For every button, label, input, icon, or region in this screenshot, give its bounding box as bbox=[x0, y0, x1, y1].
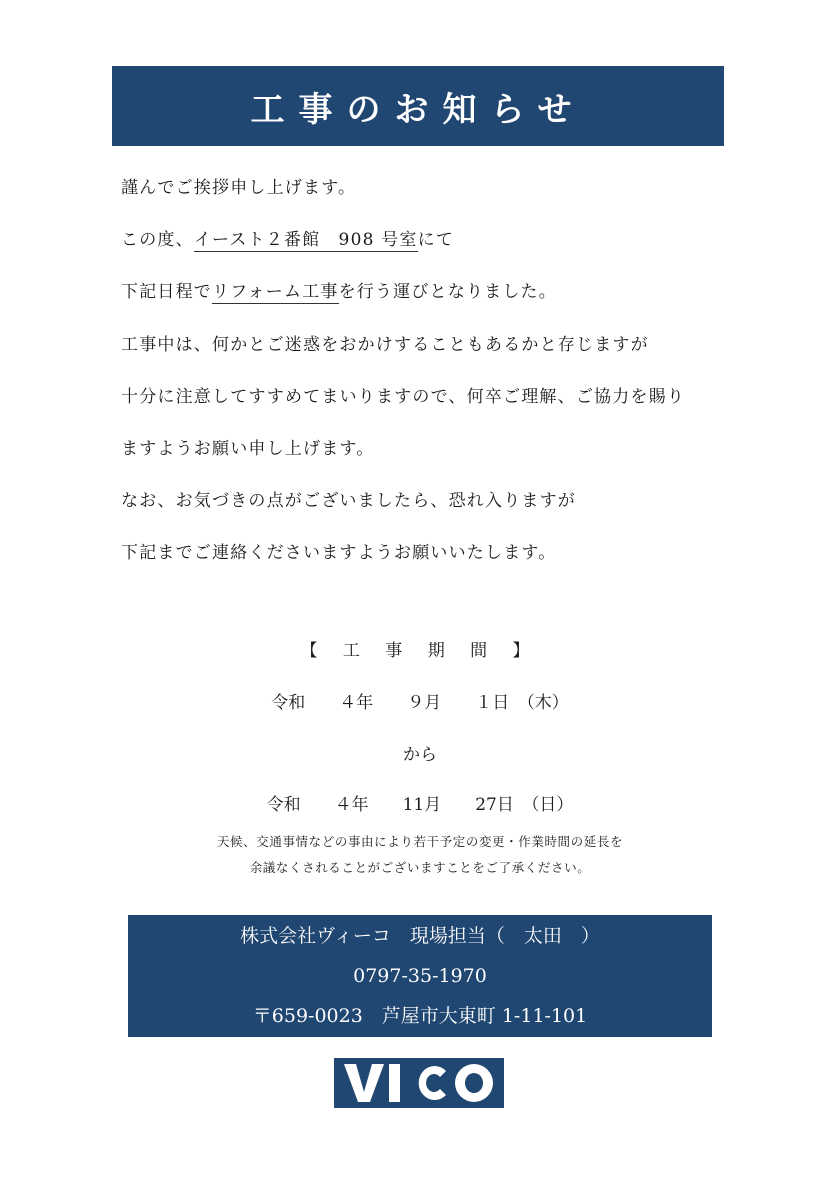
body-line-2 bbox=[121, 222, 741, 274]
body-line-8: 下記までご連絡くださいますようお願いいたします。 bbox=[121, 543, 557, 564]
period-start-date: 令和 ４年 ９月 １日 （木） bbox=[271, 693, 569, 713]
room-location: イースト２番館 908 号室 bbox=[193, 230, 418, 251]
work-type: リフォーム工事 bbox=[212, 282, 339, 303]
page-title bbox=[112, 66, 724, 146]
contact-phone: 0797-35-1970 bbox=[353, 965, 487, 987]
body-line-3-suffix: を行う運びとなりました。 bbox=[338, 282, 557, 303]
body-line-5: 十分に注意してすすめてまいりますので、何卒ご理解、ご協力を賜り bbox=[121, 386, 686, 407]
notice-body bbox=[121, 170, 741, 588]
schedule-note-line-1: 天候、交通事情などの事由により若干予定の変更・作業時間の延長を bbox=[216, 834, 624, 849]
period-end-date: 令和 ４年 11月 27日 （日） bbox=[266, 795, 574, 815]
body-line-6: ますようお願い申し上げます。 bbox=[121, 438, 375, 459]
contact-address: 〒659-0023 芦屋市大東町 1-11-101 bbox=[252, 1005, 588, 1027]
body-line-2-prefix: この度、 bbox=[121, 230, 194, 251]
body-line-4: 工事中は、何かとご迷惑をおかけすることもあるかと存じますが bbox=[121, 334, 649, 355]
contact-company: 株式会社ヴィーコ 現場担当（ 太田 ） bbox=[240, 925, 600, 947]
period-heading: 【 工 事 期 間 】 bbox=[300, 641, 540, 661]
schedule-note-line-2: 余議なくされることがございますことをご了承ください。 bbox=[249, 860, 591, 875]
page-title-text: 工事のお知らせ bbox=[250, 89, 586, 130]
contact-box bbox=[128, 915, 712, 1037]
body-line-1: 謹んでご挨拶申し上げます。 bbox=[121, 178, 357, 198]
period-from-label: から bbox=[403, 745, 437, 765]
body-line-7: なお、お気づきの点がございましたら、恐れ入りますが bbox=[121, 491, 576, 512]
vico-logo bbox=[334, 1058, 504, 1108]
body-line-3 bbox=[121, 274, 741, 326]
body-line-2-suffix: にて bbox=[417, 230, 455, 251]
body-line-3-prefix: 下記日程で bbox=[121, 282, 212, 303]
